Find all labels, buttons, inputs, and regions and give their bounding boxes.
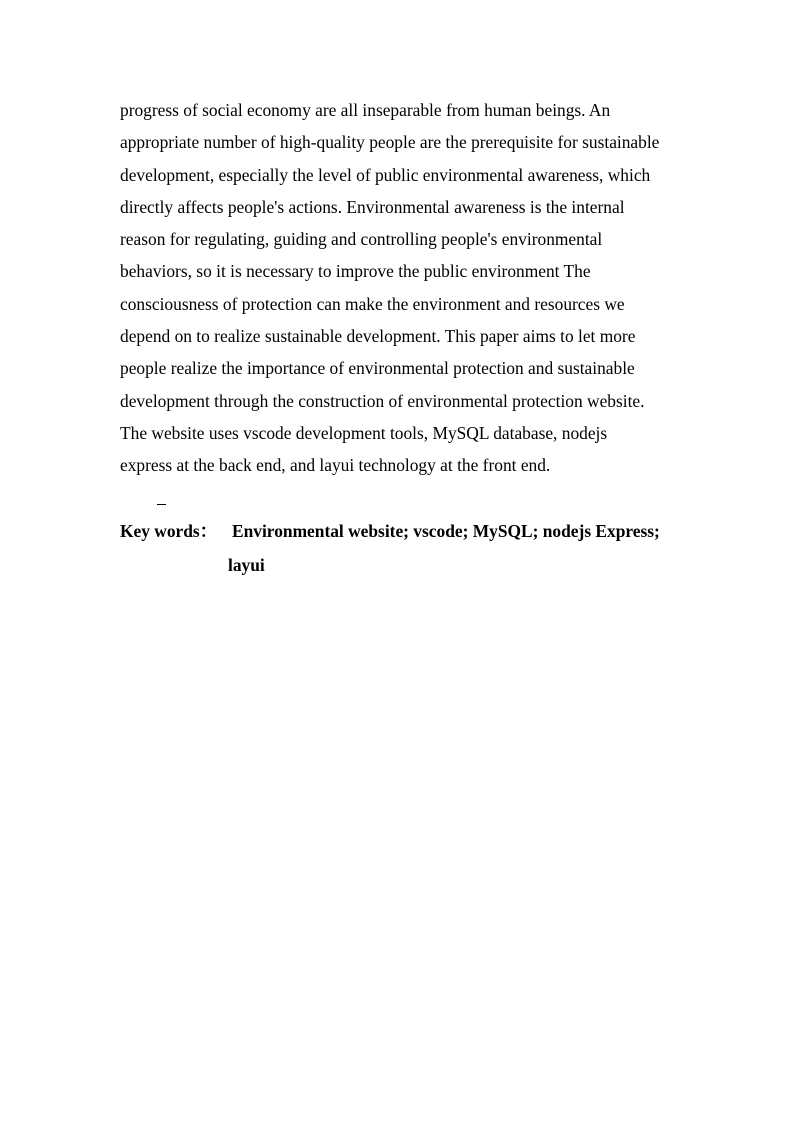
- abstract-line: directly affects people's actions. Environmental awareness is the internal: [120, 196, 625, 217]
- abstract-line: consciousness of protection can make the environment and resources we: [120, 293, 625, 314]
- abstract-line: reason for regulating, guiding and controlling people's environmental: [120, 229, 603, 250]
- abstract-line: depend on to realize sustainable development. This paper aims to let more: [120, 326, 636, 347]
- abstract-line: The website uses vscode development tools, MySQL database, nodejs: [120, 422, 608, 443]
- keywords-label: Key words：: [120, 521, 218, 541]
- abstract-line: behaviors, so it is necessary to improve the public environment The: [120, 261, 591, 282]
- abstract-line: development through the construction of environmental protection website.: [120, 390, 645, 411]
- abstract-paragraph: [120, 94, 720, 482]
- abstract-line: express at the back end, and layui technology at the front end.: [120, 455, 551, 476]
- abstract-line: people realize the importance of environmental protection and sustainable: [120, 358, 635, 379]
- stray-underscore-mark: [157, 504, 166, 505]
- abstract-line: appropriate number of high-quality people are the prerequisite for sustainable: [120, 132, 660, 153]
- abstract-line: development, especially the level of public environmental awareness, which: [120, 164, 651, 185]
- keywords-list-line-1: Environmental website; vscode; MySQL; nodejs Express;: [232, 521, 660, 541]
- keywords-list-line-2: layui: [228, 555, 265, 575]
- abstract-line: progress of social economy are all inseparable from human beings. An: [120, 100, 611, 120]
